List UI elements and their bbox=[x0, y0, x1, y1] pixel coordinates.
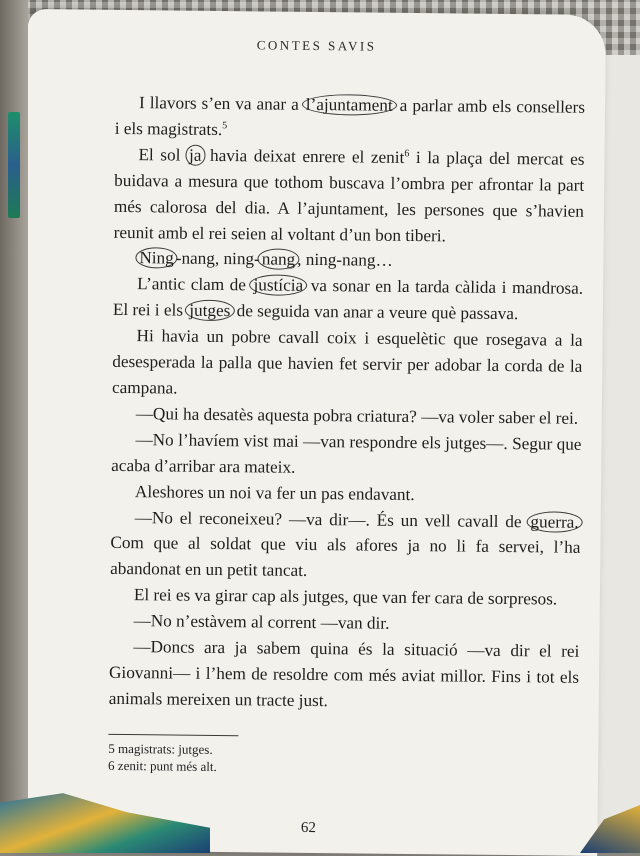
text-run: —No n’estàvem al corrent —van dir. bbox=[133, 611, 390, 633]
footnote-term: magistrats: bbox=[117, 740, 176, 757]
circled-word: jutges bbox=[185, 300, 234, 322]
text-run: Com que al soldat que viu als afores ja no li fa servei, l’ha abandonat en un petit tancat. bbox=[110, 533, 581, 581]
footnote-rule bbox=[108, 734, 238, 736]
footnote-num: 5 bbox=[108, 740, 115, 756]
text-run: i la plaça del mercat es buidava a mesura que tothom buscava l’ombra per afrontar la part més calorosa del dia. A l’ajuntament, les persones que s’havien reunit amb el rei seien al voltant d’un bon tiberi. bbox=[113, 147, 585, 245]
footnotes bbox=[108, 740, 217, 775]
circled-word: nang bbox=[258, 249, 300, 270]
text-run: , ning-nang… bbox=[297, 250, 393, 271]
paragraph bbox=[111, 427, 582, 484]
text-run: Hi havia un pobre cavall coix i esquelètic que rosegava a la desesperada la palla que havien fet servir per adobar la corda de la campana. bbox=[111, 326, 583, 398]
circled-word: l’ajuntament bbox=[302, 94, 397, 116]
paragraph bbox=[109, 634, 580, 717]
footnote-def: jutges. bbox=[178, 741, 213, 757]
paragraph bbox=[113, 271, 584, 328]
text-run: El sol bbox=[138, 144, 188, 165]
book-page bbox=[19, 9, 606, 856]
text-run: a parlar amb els consellers i els magistrats. bbox=[114, 95, 586, 139]
text-run: -nang, ning- bbox=[175, 248, 260, 269]
footnote bbox=[108, 740, 217, 758]
circled-word: guerra. bbox=[526, 511, 582, 533]
footnote-term: zenit: bbox=[117, 757, 147, 774]
paragraph bbox=[115, 90, 586, 147]
footnote bbox=[108, 757, 217, 775]
footnote-ref: 6 bbox=[404, 148, 410, 160]
circled-word: justícia bbox=[249, 275, 307, 297]
colored-bookmark-strip bbox=[8, 112, 20, 218]
paragraph bbox=[110, 504, 581, 587]
text-run: —No el reconeixeu? —va dir—. És un vell cavall de bbox=[134, 507, 529, 531]
body-text bbox=[109, 90, 585, 717]
text-run: I llavors s’en va anar a bbox=[138, 93, 304, 114]
text-run: Aleshores un noi va fer un pas endavant. bbox=[134, 481, 415, 504]
footnote-def: punt més alt. bbox=[149, 758, 217, 774]
page-number: 62 bbox=[300, 819, 317, 837]
footnote-num: 6 bbox=[108, 757, 115, 773]
text-run: L’antic clam de bbox=[137, 274, 252, 295]
text-run: de seguida van anar a veure què passava. bbox=[232, 301, 519, 324]
text-run: havia deixat enrere el zenit bbox=[203, 145, 405, 167]
paragraph bbox=[112, 323, 583, 406]
text-run: El rei es va girar cap als jutges, que van fer cara de sorpresos. bbox=[133, 585, 558, 609]
text-run: —Qui ha desatès aquesta pobra criatura? —va voler saber el rei. bbox=[135, 403, 579, 428]
paragraph bbox=[114, 142, 585, 251]
circled-word: Ning bbox=[135, 248, 178, 269]
circled-word: ja bbox=[185, 144, 206, 165]
text-run: va sonar en la tarda càlida i mandrosa. El rei i els bbox=[112, 276, 584, 320]
text-run: —No l’havíem vist mai —van respondre els jutges—. Segur que acaba d’arribar ara mateix. bbox=[111, 429, 582, 477]
text-run: —Doncs ara ja sabem quina és la situació —va dir el rei Giovanni— i l’hem de resoldre com més aviat millor. Fins i tot els animals mereixen un tracte just. bbox=[108, 637, 580, 710]
running-head: CONTES SAVIS bbox=[256, 37, 377, 54]
footnote-ref: 5 bbox=[222, 120, 228, 132]
